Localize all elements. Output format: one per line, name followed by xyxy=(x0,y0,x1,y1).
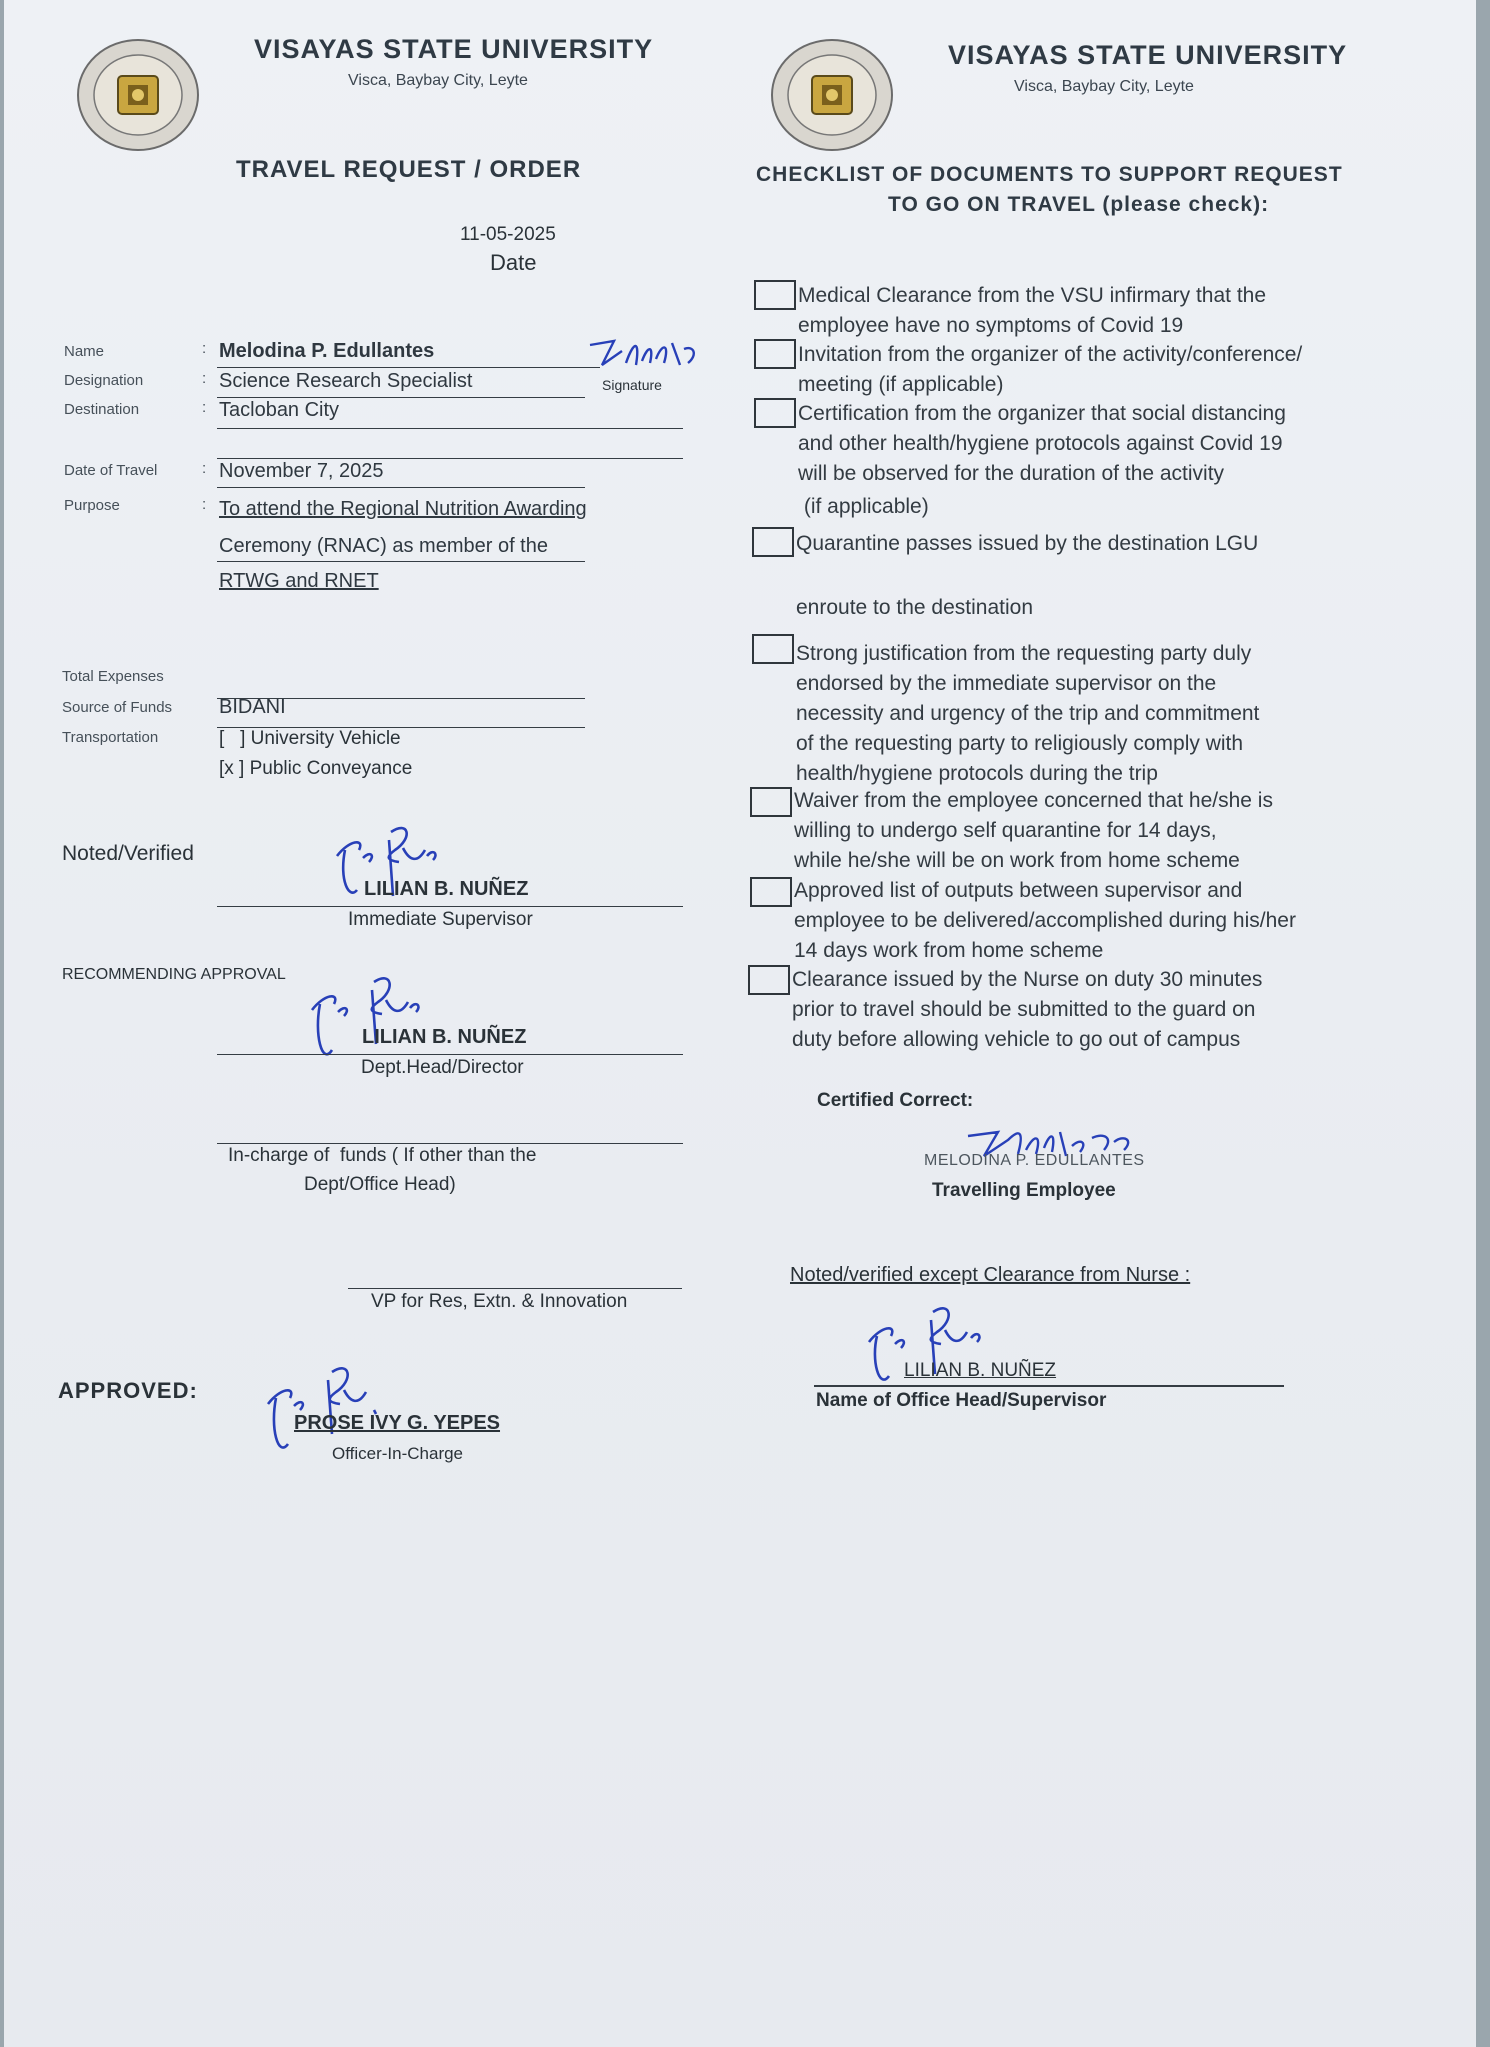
checklist-item-text: meeting (if applicable) xyxy=(798,373,1004,396)
supervisor-title: Immediate Supervisor xyxy=(348,909,533,930)
vp-title: VP for Res, Extn. & Innovation xyxy=(371,1291,628,1312)
checklist-item-text: of the requesting party to religiously comply with xyxy=(796,732,1244,755)
name-value: Melodina P. Edullantes xyxy=(219,340,435,362)
travelling-employee-title: Travelling Employee xyxy=(932,1180,1116,1201)
checklist-item-text: necessity and urgency of the trip and commitment xyxy=(796,702,1260,725)
purpose-line-3: RTWG and RNET xyxy=(219,570,379,592)
purpose-underline-2 xyxy=(217,561,585,562)
colon: : xyxy=(202,399,207,416)
checklist-item-text: Invitation from the organizer of the activity/conference/ xyxy=(798,343,1303,366)
dept-head-signature-line xyxy=(217,1054,683,1055)
university-name: VISAYAS STATE UNIVERSITY xyxy=(254,34,654,64)
checklist-item-text: Certification from the organizer that social distancing xyxy=(798,402,1286,425)
supervisor-name: LILIAN B. NUÑEZ xyxy=(364,878,529,900)
date-label: Date xyxy=(490,250,537,275)
funds-incharge-line xyxy=(217,1143,683,1144)
checklist-item-text: employee have no symptoms of Covid 19 xyxy=(798,314,1184,337)
destination-underline xyxy=(217,428,683,429)
checklist-item-text: Approved list of outputs between supervisor and xyxy=(794,879,1243,902)
employee-signature xyxy=(584,335,704,375)
checklist-item-text: Clearance issued by the Nurse on duty 30 minutes xyxy=(792,968,1263,991)
purpose-label: Purpose xyxy=(64,497,120,514)
recommending-approval-label: RECOMMENDING APPROVAL xyxy=(62,966,286,983)
date-of-travel-label: Date of Travel xyxy=(64,462,158,479)
name-underline xyxy=(217,367,600,368)
checklist-checkbox[interactable] xyxy=(748,965,790,995)
checklist-title-line-1: CHECKLIST OF DOCUMENTS TO SUPPORT REQUEST xyxy=(756,163,1343,186)
colon: : xyxy=(202,370,207,387)
university-address: Visca, Baybay City, Leyte xyxy=(348,72,528,89)
destination-underline-2 xyxy=(217,458,683,459)
university-address-right: Visca, Baybay City, Leyte xyxy=(1014,78,1194,95)
supervisor-signature-line xyxy=(217,906,683,907)
checklist-checkbox[interactable] xyxy=(754,280,796,310)
document-sheet xyxy=(4,0,1476,2047)
approver-title: Officer-In-Charge xyxy=(332,1444,464,1463)
source-of-funds-label: Source of Funds xyxy=(62,699,173,716)
checklist-checkbox[interactable] xyxy=(754,339,796,369)
checklist-checkbox[interactable] xyxy=(752,634,794,664)
transport-option-public-conveyance: [x ] Public Conveyance xyxy=(219,758,413,779)
signature-label: Signature xyxy=(602,377,662,393)
university-seal-icon xyxy=(74,36,202,154)
designation-underline xyxy=(217,397,585,398)
checklist-item-text: enroute to the destination xyxy=(796,596,1034,619)
designation-label: Designation xyxy=(64,372,144,389)
total-expenses-label: Total Expenses xyxy=(62,668,164,685)
name-label: Name xyxy=(64,343,105,360)
date-of-travel-value: November 7, 2025 xyxy=(219,460,384,482)
approver-name: PROSE IVY G. YEPES xyxy=(294,1412,501,1434)
dept-head-title: Dept.Head/Director xyxy=(361,1057,524,1078)
checklist-item-text: Quarantine passes issued by the destination LGU xyxy=(796,532,1259,555)
checklist-checkbox[interactable] xyxy=(750,787,792,817)
vp-signature-line xyxy=(348,1288,682,1289)
checklist-item-text: (if applicable) xyxy=(798,495,929,518)
checklist-title-line-2: TO GO ON TRAVEL (please check): xyxy=(888,193,1270,216)
checklist-checkbox[interactable] xyxy=(754,398,796,428)
checklist-item-text: Strong justification from the requesting party duly xyxy=(796,642,1252,665)
office-head-label: Name of Office Head/Supervisor xyxy=(816,1390,1107,1411)
checklist-item-text: will be observed for the duration of the activity xyxy=(798,462,1225,485)
checklist-checkbox[interactable] xyxy=(752,527,794,557)
purpose-line-1: To attend the Regional Nutrition Awarding xyxy=(219,498,587,520)
checklist-item-text: Medical Clearance from the VSU infirmary that the xyxy=(798,284,1267,307)
checklist-item-text: while he/she will be on work from home scheme xyxy=(794,849,1240,872)
checklist-item-text: and other health/hygiene protocols against Covid 19 xyxy=(798,432,1283,455)
checklist-item-text: endorsed by the immediate supervisor on the xyxy=(796,672,1217,695)
colon: : xyxy=(202,496,207,513)
transportation-label: Transportation xyxy=(62,729,159,746)
destination-value: Tacloban City xyxy=(219,399,340,421)
travelling-employee-name: MELODINA P. EDULLANTES xyxy=(924,1152,1145,1169)
checklist-item-text: employee to be delivered/accomplished during his/her xyxy=(794,909,1296,932)
checklist-item-text: willing to undergo self quarantine for 14 days, xyxy=(794,819,1217,842)
checklist-checkbox[interactable] xyxy=(750,877,792,907)
designation-value: Science Research Specialist xyxy=(219,370,473,392)
checklist-item-text: prior to travel should be submitted to the guard on xyxy=(792,998,1256,1021)
checklist-item-text: Waiver from the employee concerned that he/she is xyxy=(794,789,1273,812)
dept-head-name: LILIAN B. NUÑEZ xyxy=(362,1026,527,1048)
destination-label: Destination xyxy=(64,401,140,418)
transport-option-university-vehicle: [ ] University Vehicle xyxy=(219,728,401,749)
checklist-item-text: 14 days work from home scheme xyxy=(794,939,1104,962)
noted-verified-except-label: Noted/verified except Clearance from Nurse : xyxy=(790,1264,1191,1286)
certified-correct-label: Certified Correct: xyxy=(817,1090,974,1111)
funds-incharge-label-1: In-charge of funds ( If other than the xyxy=(228,1145,537,1166)
checklist-item-text: health/hygiene protocols during the trip xyxy=(796,762,1158,785)
approved-label: APPROVED: xyxy=(58,1378,198,1403)
funds-incharge-label-2: Dept/Office Head) xyxy=(304,1174,456,1195)
office-head-signature-line xyxy=(814,1385,1284,1387)
university-name-right: VISAYAS STATE UNIVERSITY xyxy=(948,40,1348,70)
colon: : xyxy=(202,460,207,477)
noted-verified-label: Noted/Verified xyxy=(62,842,194,865)
checklist-item-text: duty before allowing vehicle to go out of campus xyxy=(792,1028,1241,1051)
purpose-line-2: Ceremony (RNAC) as member of the xyxy=(219,535,548,557)
date-of-travel-underline xyxy=(217,487,585,488)
office-head-name: LILIAN B. NUÑEZ xyxy=(904,1360,1057,1381)
university-seal-icon xyxy=(768,36,896,154)
colon: : xyxy=(202,340,207,357)
form-title: TRAVEL REQUEST / ORDER xyxy=(236,156,582,183)
source-of-funds-value: BIDANI xyxy=(219,696,286,718)
date-value: 11-05-2025 xyxy=(460,224,556,245)
